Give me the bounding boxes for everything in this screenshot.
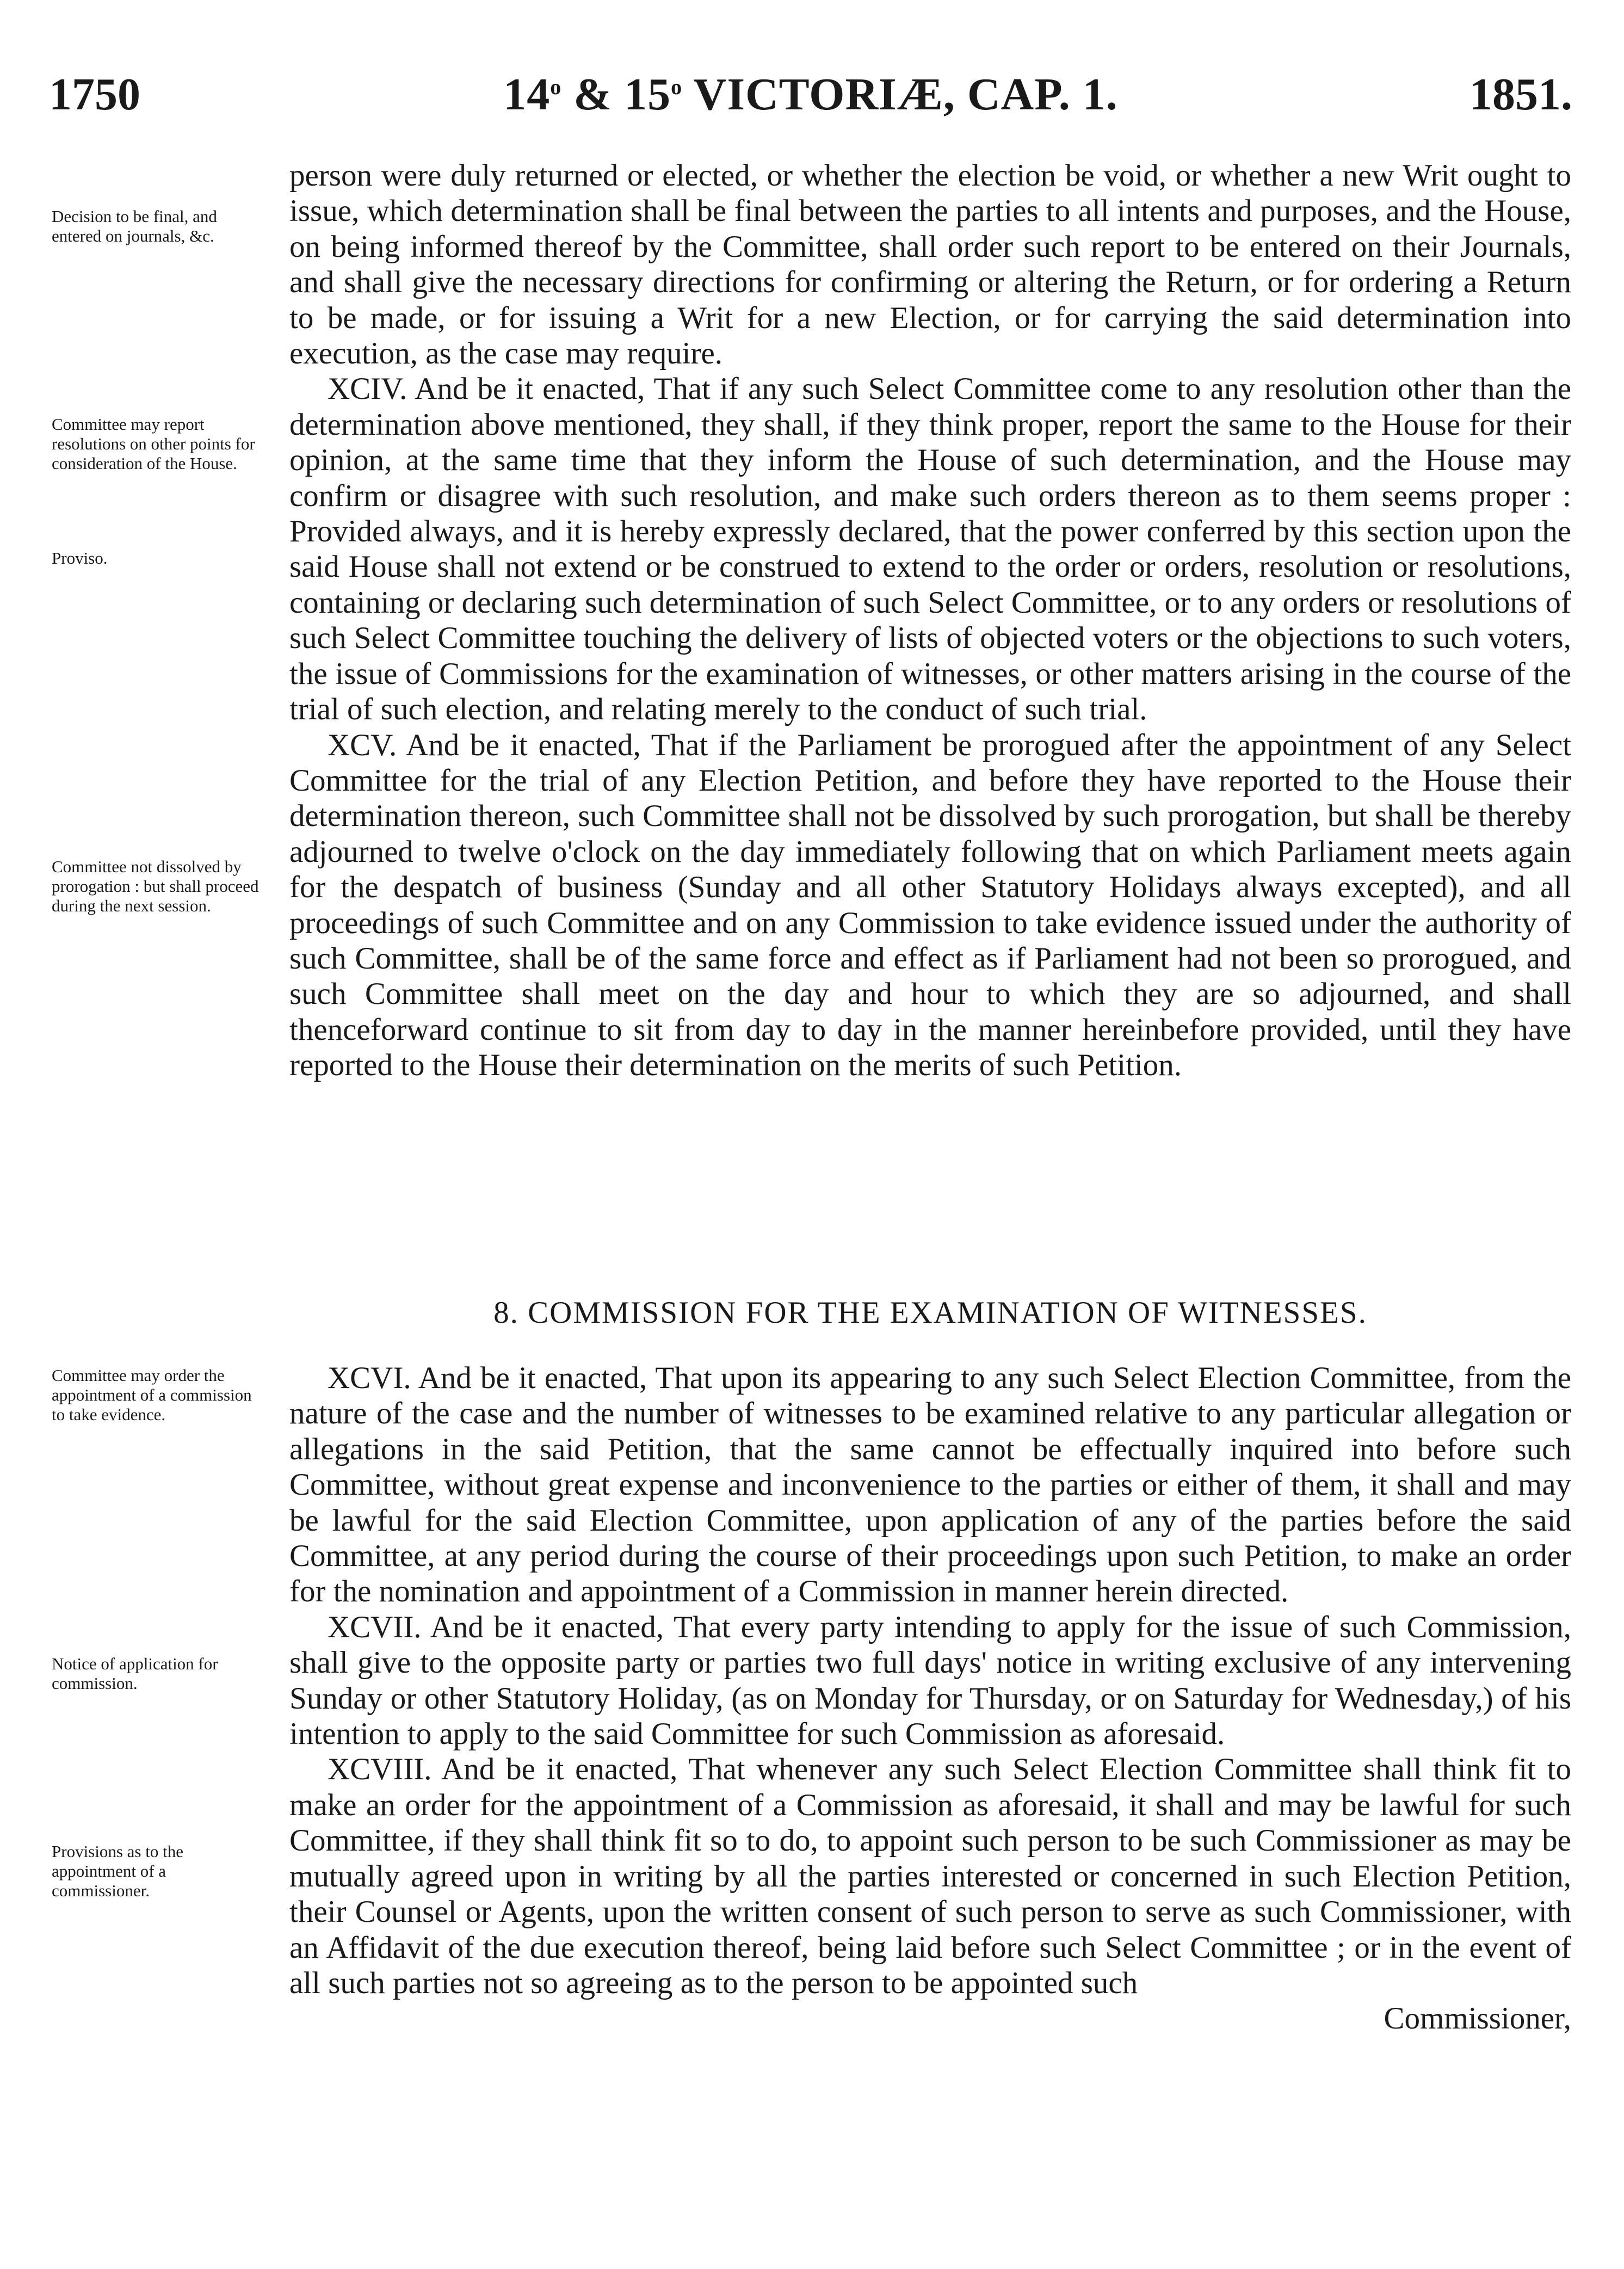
marginal-note-proviso: Proviso. [52, 548, 108, 568]
title-superscript-1: o [550, 75, 562, 99]
section-xcvii: XCVII. And be it enacted, That every party intending to apply for the issue of such Commission, shall give to the opposite party or parties two full days' notice in writing exclusive of any intervening Sunday or other Statutory Holiday, (as on Monday for Thursday, or on Saturday for Wednesday,) of his intention to apply to the said Committee for such Commission as aforesaid. [289, 1610, 1571, 1752]
page-number: 1750 [49, 69, 140, 120]
paragraph-continuation: person were duly returned or elected, or whether the election be void, or whether a new Writ ought to issue, which determination shall be final between the parties to all intents and purposes, and the House, on being informed thereof by the Committee, shall order such report to be entered on their Journals, and shall give the necessary directions for confirming or altering the Return, or for ordering a Return to be made, or for issuing a Writ for a new Election, or for carrying the said determination into execution, as the case may require. [289, 158, 1571, 371]
section-xcv: XCV. And be it enacted, That if the Parliament be prorogued after the appointment of any Select Committee for the trial of any Election Petition, and before they have reported to the House their determination thereon, such Committee shall not be dissolved by such prorogation, but shall be thereby adjourned to twelve o'clock on the day immediately following that on which Parliament meets again for the despatch of business (Sunday and all other Statutory Holidays always excepted), and all proceedings of such Committee and on any Commission to take evidence issued under the authority of such Committee, shall be of the same force and effect as if Parliament had not been so prorogued, and such Committee shall meet on the day and hour to which they are so adjourned, and shall thenceforward continue to sit from day to day in the manner hereinbefore provided, until they have reported to the House their determination on the merits of such Petition. [289, 727, 1571, 1083]
main-text-upper [289, 158, 1571, 1083]
page-title [49, 68, 1572, 121]
marginal-note-notice-application: Notice of application for commission. [52, 1654, 218, 1693]
page-year: 1851. [1469, 69, 1572, 120]
main-text-lower [289, 1360, 1571, 2037]
title-ampersand: & 15 [561, 69, 671, 120]
marginal-note-commissioner-appointment: Provisions as to the appointment of a commissioner. [52, 1842, 183, 1900]
section-xciv: XCIV. And be it enacted, That if any such Select Committee come to any resolution other than the determination above mentioned, they shall, if they think proper, report the same to the House for their opinion, at the same time that they inform the House of such determination, and the House may confirm or disagree with such resolution, and make such orders thereon as to them seems proper : Provided always, and it is hereby expressly declared, that the power conferred by this section upon the said House shall not extend or be construed to extend to the order or orders, resolution or resolutions, containing or declaring such determination of such Select Committee, or to any orders or resolutions of such Select Committee touching the delivery of lists of objected voters or the objections to such voters, the issue of Commissions for the examination of witnesses, or other matters arising in the course of the trial of such election, and relating merely to the conduct of such trial. [289, 372, 1571, 727]
marginal-note-report-resolutions: Committee may report resolutions on other points for consideration of the House. [52, 415, 255, 473]
catchword: Commissioner, [1384, 2001, 1571, 2036]
title-part1: 14 [503, 69, 551, 120]
section-xcviii: XCVIII. And be it enacted, That whenever any such Select Election Committee shall think fit to make an order for the appointment of a Commission as aforesaid, it shall and may be lawful for such Committee, if they shall think fit so to do, to appoint such person to be such Commissioner as may be mutually agreed upon in writing by all the parties interested or concerned in such Election Petition, their Counsel or Agents, upon the written consent of such person to serve as such Commissioner, with an Affidavit of the due execution thereof, being laid before such Select Committee ; or in the event of all such parties not so agreeing as to the person to be appointed such [289, 1752, 1571, 2000]
section-xcvi: XCVI. And be it enacted, That upon its appearing to any such Select Election Committee, from the nature of the case and the number of witnesses to be examined relative to any particular allegation or allegations in the said Petition, that the same cannot be effectually inquired into before such Committee, without great expense and inconvenience to the parties or either of them, it shall and may be lawful for the said Election Committee, upon application of any of the parties before the said Committee, at any period during the course of their proceedings upon such Petition, to make an order for the nomination and appointment of a Commission in manner herein directed. [289, 1361, 1571, 1609]
title-superscript-2: o [671, 75, 683, 99]
running-head [49, 68, 1572, 128]
marginal-note-prorogation: Committee not dissolved by prorogation : but shall proceed during the next session. [52, 857, 259, 915]
marginal-note-decision-final: Decision to be final, and entered on journals, &c. [52, 207, 217, 245]
section-heading: 8. COMMISSION FOR THE EXAMINATION OF WITNESSES. [493, 1296, 1367, 1330]
title-part2: VICTORIÆ, CAP. 1. [682, 69, 1118, 120]
marginal-note-commission-order: Committee may order the appointment of a commission to take evidence. [52, 1366, 252, 1424]
